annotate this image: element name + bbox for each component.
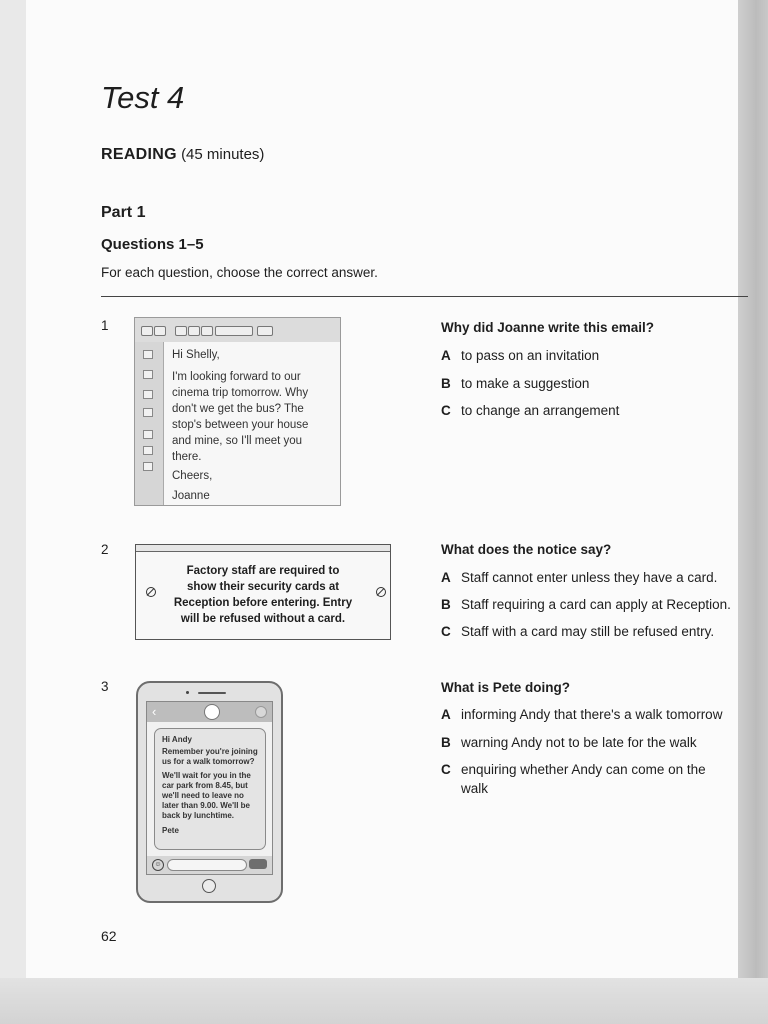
- toolbar-icon: [154, 326, 166, 336]
- notice-top-edge: [136, 545, 390, 552]
- page-edge-shadow: [738, 0, 768, 1024]
- option-text: enquiring whether Andy can come on the walk: [461, 762, 706, 796]
- chat-header: [147, 702, 272, 722]
- notice-line: Reception before entering. Entry: [173, 597, 353, 609]
- message-field: [167, 859, 247, 871]
- folder-icon: [143, 390, 153, 399]
- email-greeting: Hi Shelly,: [172, 349, 220, 361]
- folder-icon: [143, 446, 153, 455]
- answer-option[interactable]: [441, 733, 751, 752]
- question-number: 3: [101, 679, 109, 694]
- option-text: warning Andy not to be late for the walk: [461, 735, 697, 750]
- folder-icon: [143, 350, 153, 359]
- option-text: informing Andy that there's a walk tomorrow: [461, 707, 723, 722]
- option-letter: C: [441, 403, 451, 418]
- toolbar-icon: [188, 326, 200, 336]
- section-duration: (45 minutes): [181, 146, 265, 163]
- email-toolbar: [135, 318, 340, 343]
- answer-option[interactable]: [441, 595, 751, 614]
- emoji-icon: ☺: [152, 859, 164, 871]
- email-body: [164, 342, 340, 505]
- phone-illustration: [136, 681, 283, 903]
- answer-option[interactable]: [441, 401, 751, 420]
- answer-option[interactable]: [441, 346, 751, 365]
- email-line: cinema trip tomorrow. Why: [172, 387, 309, 399]
- toolbar-icon: [175, 326, 187, 336]
- folder-icon: [143, 408, 153, 417]
- pin-icon: [146, 587, 156, 597]
- message-sender: Pete: [162, 826, 179, 835]
- toolbar-icon: [201, 326, 213, 336]
- email-line: there.: [172, 451, 202, 463]
- message-line: back by lunchtime.: [162, 811, 235, 820]
- question-prompt: What is Pete doing?: [441, 680, 571, 695]
- speaker-icon: [198, 692, 226, 694]
- home-button-icon: [202, 879, 216, 893]
- message-greeting: Hi Andy: [162, 735, 192, 744]
- email-line: stop's between your house: [172, 419, 309, 431]
- email-line: don't we get the bus? The: [172, 403, 304, 415]
- toolbar-icon: [257, 326, 273, 336]
- question-prompt: What does the notice say?: [441, 542, 612, 557]
- pin-icon: [376, 587, 386, 597]
- email-sidebar: [135, 342, 164, 505]
- message-input-bar: [147, 856, 272, 874]
- camera-icon: [186, 691, 189, 694]
- option-text: to change an arrangement: [461, 403, 620, 418]
- answer-option[interactable]: [441, 760, 741, 798]
- question-number: 1: [101, 318, 109, 333]
- message-line: us for a walk tomorrow?: [162, 757, 255, 766]
- folder-icon: [143, 462, 153, 471]
- answer-option[interactable]: [441, 705, 751, 724]
- toolbar-icon: [141, 326, 153, 336]
- page-number: 62: [101, 928, 117, 944]
- part-title: Part 1: [101, 204, 146, 221]
- option-letter: A: [441, 570, 451, 585]
- notice-line: will be refused without a card.: [180, 613, 346, 625]
- option-letter: B: [441, 376, 451, 391]
- message-bubble: [154, 728, 266, 850]
- divider-rule: [101, 296, 748, 297]
- section-name: READING: [101, 146, 177, 163]
- option-letter: C: [441, 762, 451, 777]
- contact-avatar-icon: [204, 704, 220, 720]
- option-letter: A: [441, 348, 451, 363]
- notice-line: Factory staff are required to: [186, 565, 340, 577]
- toolbar-icon: [215, 326, 253, 336]
- page-bottom-margin: [0, 978, 768, 1024]
- back-arrow-icon: ‹: [152, 704, 157, 719]
- option-text: Staff requiring a card can apply at Reception.: [461, 597, 731, 612]
- option-text: to make a suggestion: [461, 376, 590, 391]
- option-letter: B: [441, 735, 451, 750]
- message-line: Remember you're joining: [162, 747, 258, 756]
- instruction-text: For each question, choose the correct answer.: [101, 265, 378, 280]
- email-line: and mine, so I'll meet you: [172, 435, 303, 447]
- message-line: We'll wait for you in the: [162, 771, 251, 780]
- menu-dot-icon: [255, 706, 267, 718]
- answer-option[interactable]: [441, 622, 751, 641]
- option-letter: C: [441, 624, 451, 639]
- message-line: car park from 8.45, but: [162, 781, 248, 790]
- notice-text: [160, 563, 366, 627]
- section-heading: [101, 146, 264, 164]
- notice-board: [135, 544, 391, 640]
- folder-icon: [143, 370, 153, 379]
- email-signoff: Cheers,: [172, 470, 213, 482]
- option-letter: A: [441, 707, 451, 722]
- notice-line: show their security cards at: [186, 581, 340, 593]
- option-text: to pass on an invitation: [461, 348, 600, 363]
- folder-icon: [143, 430, 153, 439]
- email-window: [134, 317, 341, 506]
- option-text: Staff with a card may still be refused entry.: [461, 624, 715, 639]
- option-letter: B: [441, 597, 451, 612]
- phone-screen: [146, 701, 273, 875]
- email-sender: Joanne: [172, 490, 210, 502]
- option-text: Staff cannot enter unless they have a card.: [461, 570, 718, 585]
- message-line: we'll need to leave no: [162, 791, 244, 800]
- test-title: Test 4: [101, 80, 185, 115]
- questions-range: Questions 1–5: [101, 236, 204, 253]
- answer-option[interactable]: [441, 568, 751, 587]
- send-icon: [249, 859, 267, 869]
- question-prompt: Why did Joanne write this email?: [441, 320, 655, 335]
- message-line: later than 9.00. We'll be: [162, 801, 251, 810]
- answer-option[interactable]: [441, 374, 751, 393]
- question-number: 2: [101, 542, 109, 557]
- email-line: I'm looking forward to our: [172, 371, 301, 383]
